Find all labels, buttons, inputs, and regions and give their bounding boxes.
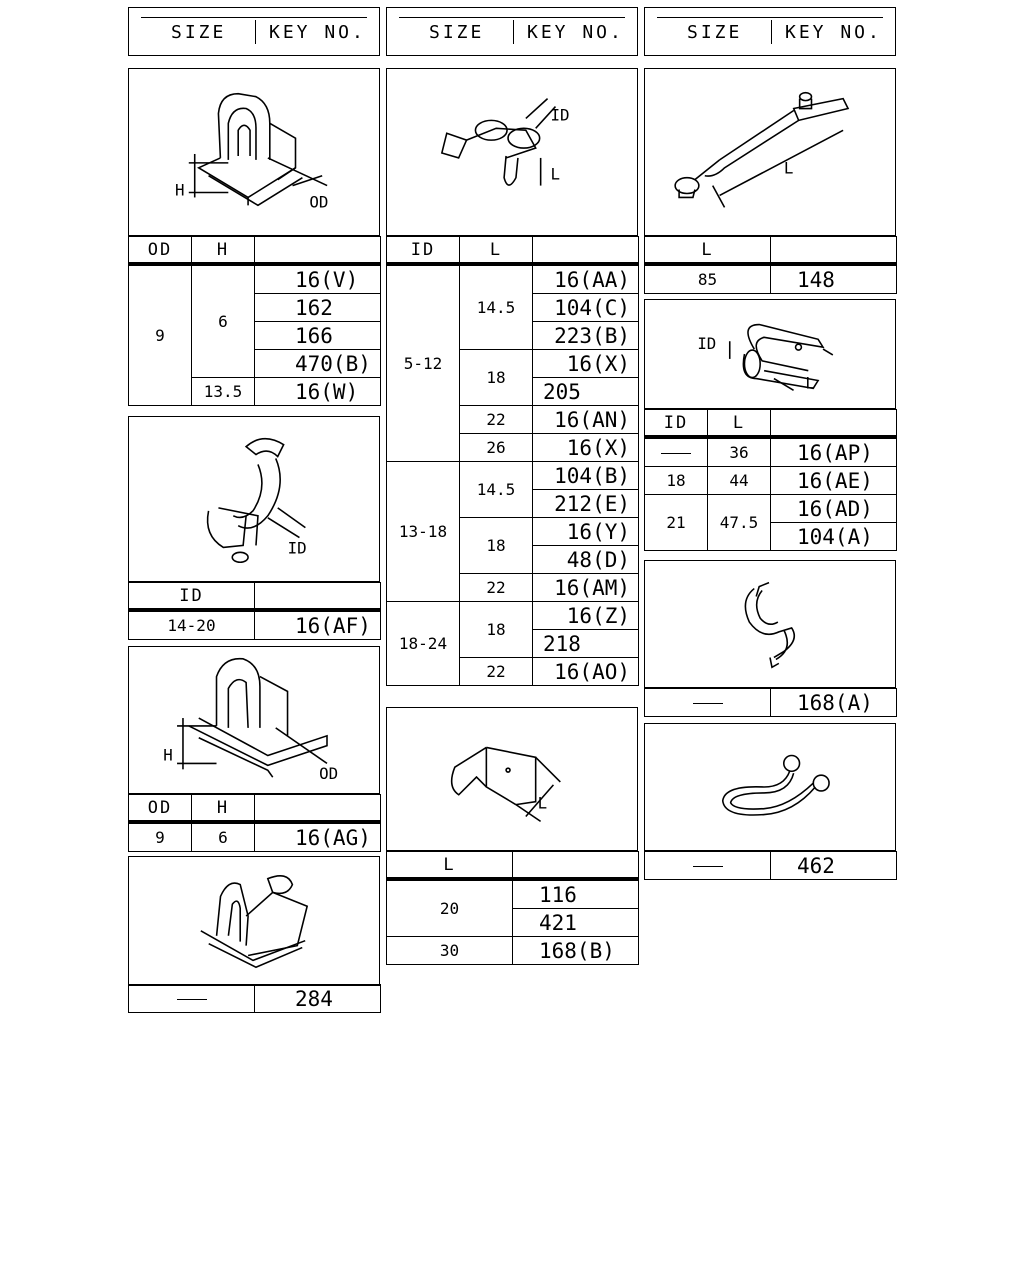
key-label: KEY NO.: [527, 22, 624, 43]
col-key: [533, 237, 639, 265]
key-cell: 16(AN): [533, 406, 639, 434]
key-cell: 166: [255, 322, 381, 350]
key-cell: 104(B): [533, 462, 639, 490]
l-cell: 18: [460, 350, 533, 406]
clip-hook-drawing: [644, 560, 896, 688]
clip-od-h-drawing: [128, 68, 380, 236]
key-cell: 16(AD): [771, 495, 897, 523]
col-key: [771, 410, 897, 438]
key-label: KEY NO.: [785, 22, 882, 43]
table-p3: [128, 794, 381, 852]
strap-l-drawing: [644, 68, 896, 236]
col-l: L: [460, 237, 533, 265]
l-cell: 18: [460, 518, 533, 574]
clip-id-l-drawing-2: [644, 299, 896, 409]
key-cell: 104(A): [771, 523, 897, 551]
id-dim-label: ID: [550, 105, 570, 125]
id-cell: [645, 437, 708, 467]
col-h: H: [192, 795, 255, 823]
od-dim-label: OD: [309, 192, 329, 212]
key-cell: 16(AF): [255, 610, 381, 640]
key-cell: 16(AO): [533, 658, 639, 686]
id-cell: 18: [645, 467, 708, 495]
h-dim-label: H: [163, 745, 173, 765]
id-cell: 21: [645, 495, 708, 551]
col-l: L: [708, 410, 771, 438]
table-p5: [386, 236, 639, 686]
l-cell: 14.5: [460, 462, 533, 518]
table-p6: [386, 851, 639, 965]
col-h: H: [192, 237, 255, 265]
l-cell: 36: [708, 437, 771, 467]
size-cell: [645, 852, 771, 880]
col-key: [255, 795, 381, 823]
key-cell: 148: [771, 264, 897, 294]
od-cell: 9: [129, 822, 192, 852]
l-cell: 85: [645, 264, 771, 294]
key-cell: 16(V): [255, 264, 381, 294]
key-cell: 16(X): [533, 350, 639, 378]
key-cell: 16(Y): [533, 518, 639, 546]
table-p1: [128, 236, 381, 406]
key-cell: 16(Z): [533, 602, 639, 630]
col-od: OD: [129, 237, 192, 265]
clip-bracket-drawing: [128, 856, 380, 986]
l-cell: 22: [460, 658, 533, 686]
id-cell: 14-20: [129, 610, 255, 640]
l-cell: 20: [387, 879, 513, 937]
l-cell: 22: [460, 406, 533, 434]
id-cell: 18-24: [387, 602, 460, 686]
col-id: ID: [645, 410, 708, 438]
size-cell: [645, 689, 771, 717]
key-cell: 48(D): [533, 546, 639, 574]
key-cell: 470(B): [255, 350, 381, 378]
col-l: L: [645, 237, 771, 265]
header-col3: [644, 7, 896, 56]
size-label: SIZE: [171, 22, 227, 43]
col-l: L: [387, 852, 513, 880]
key-cell: 16(W): [255, 378, 381, 406]
col-key: [513, 852, 639, 880]
l-cell: 44: [708, 467, 771, 495]
h-cell: 6: [192, 264, 255, 378]
key-cell: 16(AG): [255, 822, 381, 852]
table-p9: [644, 688, 897, 717]
key-cell: 16(AP): [771, 437, 897, 467]
key-cell: 104(C): [533, 294, 639, 322]
key-label: KEY NO.: [269, 22, 366, 43]
size-cell: [129, 985, 255, 1013]
l-dim-label: L: [537, 793, 548, 813]
col-key: [771, 237, 897, 265]
key-cell: 116: [513, 879, 639, 909]
l-cell: 22: [460, 574, 533, 602]
id-cell: 5-12: [387, 264, 460, 462]
col-key: [255, 583, 381, 611]
l-cell: 14.5: [460, 264, 533, 350]
key-cell: 284: [255, 985, 381, 1013]
key-cell: 223(B): [533, 322, 639, 350]
key-cell: 168(B): [513, 937, 639, 965]
clip-od-h-drawing-2: [128, 646, 380, 794]
key-cell: 212(E): [533, 490, 639, 518]
od-dim-label: OD: [319, 764, 339, 784]
l-dim-label: L: [550, 164, 561, 184]
clip-l-drawing: [386, 707, 638, 851]
h-dim-label: H: [174, 180, 185, 200]
key-cell: 16(AE): [771, 467, 897, 495]
id-dim-label: ID: [697, 334, 717, 354]
l-cell: 47.5: [708, 495, 771, 551]
key-cell: 16(AA): [533, 264, 639, 294]
size-label: SIZE: [687, 22, 743, 43]
col-id: ID: [129, 583, 255, 611]
table-p8: [644, 409, 897, 551]
l-dim-label: L: [805, 373, 815, 393]
key-cell: 421: [513, 909, 639, 937]
size-label: SIZE: [429, 22, 485, 43]
header-col2: [386, 7, 638, 56]
key-cell: 16(AM): [533, 574, 639, 602]
key-cell: 168(A): [771, 689, 897, 717]
key-cell: 218: [533, 630, 639, 658]
clip-id-drawing: [128, 416, 380, 582]
table-p7: [644, 236, 897, 294]
l-cell: 26: [460, 434, 533, 462]
col-od: OD: [129, 795, 192, 823]
clip-id-l-drawing: [386, 68, 638, 236]
h-cell: 13.5: [192, 378, 255, 406]
table-p4: [128, 984, 381, 1013]
l-cell: 18: [460, 602, 533, 658]
h-cell: 6: [192, 822, 255, 852]
od-cell: 9: [129, 264, 192, 406]
key-cell: 16(X): [533, 434, 639, 462]
l-dim-label: L: [783, 158, 794, 178]
clip-loop-drawing: [644, 723, 896, 851]
table-p10: [644, 851, 897, 880]
l-cell: 30: [387, 937, 513, 965]
id-cell: 13-18: [387, 462, 460, 602]
key-cell: 462: [771, 852, 897, 880]
key-cell: 162: [255, 294, 381, 322]
id-dim-label: ID: [287, 538, 307, 558]
header-col1: [128, 7, 380, 56]
col-key: [255, 237, 381, 265]
table-p2: [128, 582, 381, 640]
key-cell: 205: [533, 378, 639, 406]
col-id: ID: [387, 237, 460, 265]
